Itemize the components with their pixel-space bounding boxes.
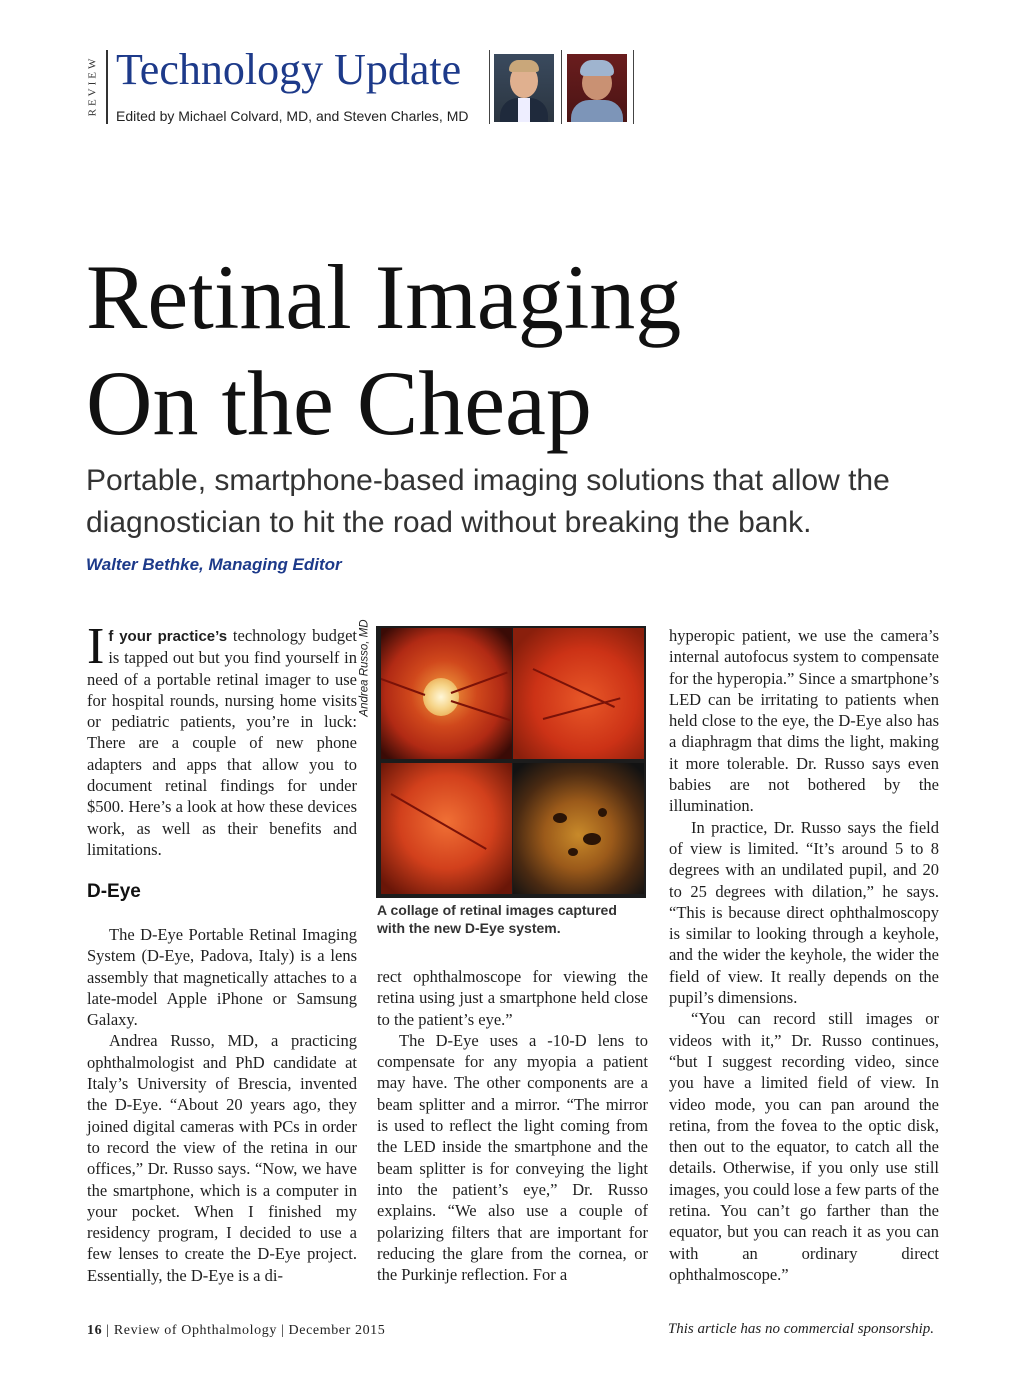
headline-line-2: On the Cheap: [86, 352, 592, 454]
drop-cap: I: [87, 618, 105, 675]
column-2-body: [377, 966, 648, 1285]
page-number: 16: [87, 1323, 103, 1338]
header-divider: [106, 50, 108, 124]
photo-credit: [352, 619, 371, 717]
retinal-image-periphery: [381, 763, 512, 894]
column-3-body: [669, 625, 939, 1285]
column-1-body: [87, 924, 357, 1286]
issue-date: December 2015: [288, 1323, 386, 1338]
photo-divider: [561, 50, 562, 124]
section-label-vertical: [84, 52, 98, 124]
section-label-text: REVIEW: [86, 55, 99, 117]
retinal-image-pathology: [513, 763, 644, 894]
retinal-image-vessels: [513, 628, 644, 759]
photo-divider: [489, 50, 490, 124]
department-editors: Edited by Michael Colvard, MD, and Steven Charles, MD: [116, 108, 469, 124]
paragraph: The D-Eye Portable Retinal Imaging System (D-Eye, Padova, Italy) is a lens assembly that magnetically attaches to a late-model Apple iPhone or Samsung Galaxy.: [87, 925, 357, 1030]
paragraph: rect ophthalmoscope for viewing the retina using just a smartphone held close to the patient’s eye.”: [377, 967, 648, 1029]
retinal-image-optic-disc: [381, 628, 512, 759]
editor-photo-charles: [567, 54, 627, 122]
section-heading-d-eye: D-Eye: [87, 881, 141, 902]
paragraph: The D-Eye uses a -10-D lens to compensate for any myopia a patient may have. The other components are a beam splitter and a mirror. “The mirror is used to reflect the light coming from the LED inside the smartphone and the beam splitter is for conveying the light into the patient’s eye,” Dr. Russo explains. “We also use a couple of polarizing filters that are important for reducing the glare from the cornea, or the Purkinje reflection. For a: [377, 1030, 648, 1285]
photo-divider: [633, 50, 634, 124]
intro-paragraph: [87, 618, 357, 860]
paragraph: “You can record still images or videos with it,” Dr. Russo continues, “but I suggest recording video, since you have a limited field of view. In video mode, you can pan around the retina, from the fovea to the optic disk, then out to the equator, to catch all the details. Otherwise, if you only use still images, you could lose a few parts of the retina. You can’t go farther than the equator, but you can reach it as you can with an ordinary direct ophthalmoscope.”: [669, 1009, 939, 1284]
headline-line-1: Retinal Imaging: [86, 246, 682, 348]
publication-name: Review of Ophthalmology: [113, 1323, 277, 1338]
sponsorship-note: This article has no commercial sponsorship.: [667, 1321, 934, 1337]
intro-text: technology budget is tapped out but you find yourself in need of a portable retinal imager to use for hospital rounds, nursing home visits or pediatric patients, you’re in luck: There are a couple of new phone adapters and apps that allow you to document retinal findings for under $500. Here’s a look at how these devices work, as well as their benefits and limitations.: [87, 626, 357, 859]
page-footer: 16 | Review of Ophthalmology | December 2015: [87, 1323, 386, 1338]
photo-credit-text: Andrea Russo, MD: [358, 619, 371, 717]
column-1-intro: [87, 618, 357, 860]
paragraph: hyperopic patient, we use the camera’s internal autofocus system to compensate for the hyperopia.” Since a smartphone’s LED can be irritating to patients when held close to the eye, the D-Eye also has a diaphragm that dims the light, making it more tolerable. Dr. Russo says even babies are not bothered by the illumination.: [669, 626, 939, 816]
editor-photo-colvard: [494, 54, 554, 122]
retinal-image-collage: [376, 626, 646, 898]
figure-caption: A collage of retinal images captured with the new D-Eye system.: [377, 902, 617, 936]
paragraph: Andrea Russo, MD, a practicing ophthalmologist and PhD candidate at Italy’s University of Brescia, invented the D-Eye. “About 20 years ago, they joined digital cameras with PCs in order to record the view of the retina in our offices,” Dr. Russo says. “Now, we have the smartphone, which is a computer in your pocket. When I finished my residency program, I decided to use a few lenses to create the D-Eye project. Essentially, the D-Eye is a di-: [87, 1031, 357, 1285]
paragraph: In practice, Dr. Russo says the field of view is limited. “It’s around 5 to 8 degrees with an undilated pupil, and 20 to 25 degrees with dilation,” he says. “This is because direct ophthalmoscopy is similar to looking through a keyhole, and the wider the keyhole, the wider the field of view. It really depends on the pupil’s dimensions.: [669, 817, 939, 1008]
article-dek: Portable, smartphone-based imaging solutions that allow the diagnostician to hit the road without breaking the bank.: [86, 464, 890, 539]
article-headline: [86, 244, 681, 456]
department-title: Technology Update: [116, 45, 462, 94]
lead-in: f your practice’s: [108, 628, 228, 645]
article-byline: Walter Bethke, Managing Editor: [86, 555, 342, 574]
